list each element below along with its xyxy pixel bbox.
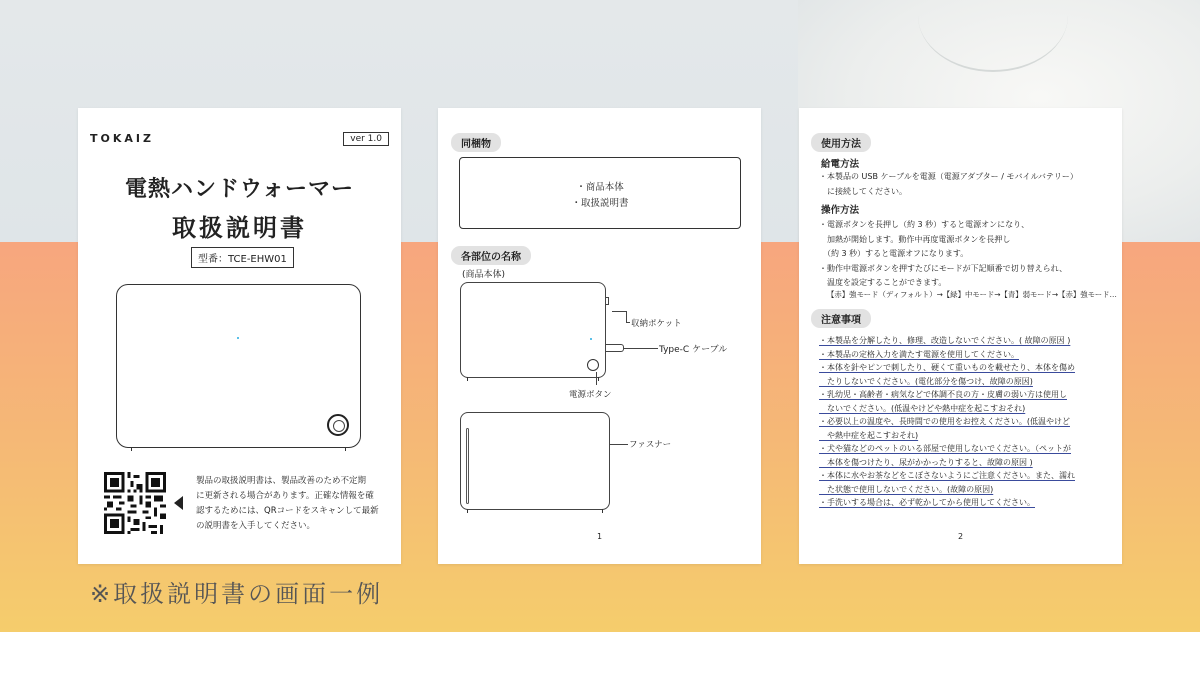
text-line: 加熱が開始します。動作中再度電源ボタンを長押し: [819, 234, 1011, 244]
zipper-icon: [466, 428, 469, 504]
device-foot: [467, 377, 468, 381]
text-line: ・本製品の USB ケーブルを電源（電源アダプター / モバイルバテリー）: [819, 172, 1078, 181]
page-number: 2: [957, 532, 964, 541]
qr-text-line: の説明書を入手してください。: [196, 521, 316, 531]
caution-line: 本体を傷つけたり、尿がかかったりすると、故障の原因 ): [819, 457, 1033, 467]
qr-text-line: 製品の取扱説明書は、製品改善のため不定期: [196, 476, 367, 486]
label-pocket: 収納ポケット: [631, 319, 682, 329]
power-button-icon: [327, 414, 349, 436]
text-line: 温度を設定することができます。: [819, 278, 947, 287]
device-foot: [345, 447, 346, 451]
text-line: ・電源ボタンを長押し（約 3 秒）すると電源オンになり、: [819, 220, 1030, 229]
operation-text: [819, 218, 1109, 291]
charging-heading: 給電方法: [821, 159, 860, 170]
background-bottom: [0, 632, 1200, 695]
body-label: (商品本体): [462, 270, 506, 280]
version-badge: ver 1.0: [343, 132, 389, 146]
led-indicator: [590, 338, 592, 340]
caption: ※取扱説明書の画面一例: [90, 580, 384, 608]
caution-line: ・本体に水やお茶などをこぼさないようにご注意ください。また、濡れ: [819, 471, 1075, 480]
charging-text: [819, 170, 1109, 199]
caution-line: ・本体を針やピンで刺したり、硬くて重いものを載せたり、本体を傷め: [819, 363, 1075, 372]
qr-instructions: [196, 474, 386, 534]
operation-heading: 操作方法: [821, 205, 860, 216]
caution-line: や熱中症を起こすおそれ): [819, 430, 919, 440]
product-title: 電熱ハンドウォーマー: [124, 177, 355, 202]
model-number: 型番：TCE-EHW01: [191, 247, 294, 268]
qr-text-line: 認するためには、QRコードをスキャンして最新: [196, 506, 379, 516]
manual-title: 取扱説明書: [172, 214, 307, 242]
pointer-arrow-icon: [174, 496, 183, 510]
power-button-icon: [587, 359, 599, 371]
section-header-caution: 注意事項: [811, 309, 871, 328]
cable-icon: [606, 344, 624, 352]
caution-line: た状態で使用しないでください。(故障の原因): [819, 484, 994, 494]
manual-page-2: [799, 108, 1122, 564]
text-line: ・動作中電源ボタンを押すたびにモードが下記順番で切り替えられ、: [819, 263, 1068, 273]
caution-list: [819, 334, 1109, 510]
leader-line: [624, 348, 658, 349]
brand-logo: TOKAIZ: [90, 132, 154, 145]
contents-item: ・取扱説明書: [571, 198, 629, 209]
section-header-contents: 同梱物: [451, 133, 501, 152]
led-indicator: [237, 337, 239, 339]
page-number: 1: [596, 532, 603, 541]
label-power-button: 電源ボタン: [569, 390, 612, 400]
device-illustration: [116, 284, 361, 448]
text-line: に接続してください。: [819, 186, 907, 196]
leader-line: [596, 372, 597, 385]
contents-box: [459, 157, 741, 229]
device-foot: [467, 509, 468, 513]
pocket-tab: [605, 297, 609, 305]
section-header-usage: 使用方法: [811, 133, 871, 152]
leader-line: [626, 322, 630, 323]
text-line: （約 3 秒）すると電源オフになります。: [819, 249, 969, 258]
section-header-parts: 各部位の名称: [451, 246, 531, 265]
device-foot: [131, 447, 132, 451]
caution-line: ・必要以上の温度や、長時間での使用をお控えください。(低温やけど: [819, 417, 1070, 426]
caution-line: ・本製品の定格入力を満たす電源を使用してください。: [819, 349, 1019, 359]
manual-page-cover: [78, 108, 401, 564]
caution-line: ・手洗いする場合は、必ず乾かしてから使用してください。: [819, 498, 1035, 507]
caution-line: ・乳幼児・高齢者・病気などで体調不良の方・皮膚の弱い方は使用し: [819, 390, 1067, 399]
label-cable: Type-C ケーブル: [659, 345, 728, 355]
manual-page-1: [438, 108, 761, 564]
caution-line: たりしないでください。(電化部分を傷つけ、故障の原因): [819, 376, 1033, 386]
leader-line: [612, 311, 626, 312]
device-foot: [602, 509, 603, 513]
device-foot: [598, 377, 599, 381]
label-zipper: ファスナー: [629, 440, 672, 450]
caution-line: ・犬や猫などのペットのいる部屋で使用しないでください。（ペットが: [819, 444, 1071, 453]
leader-line: [626, 311, 627, 322]
device-front-diagram: [460, 282, 606, 378]
caution-line: ・本製品を分解したり、修理、改造しないでください。( 故障の原因 ): [819, 336, 1071, 345]
mode-sequence: 【赤】強モード（ディフォルト）→【緑】中モード→【青】弱モード→【赤】強モード…: [827, 290, 1117, 299]
qr-code-icon: [104, 472, 166, 534]
qr-text-line: に更新される場合があります。正確な情報を確: [196, 491, 374, 501]
caution-line: ないでください。(低温やけどや熱中症を起こすおそれ): [819, 403, 1026, 413]
device-back-diagram: [460, 412, 610, 510]
leader-line: [610, 444, 628, 445]
contents-item: ・商品本体: [576, 182, 624, 193]
